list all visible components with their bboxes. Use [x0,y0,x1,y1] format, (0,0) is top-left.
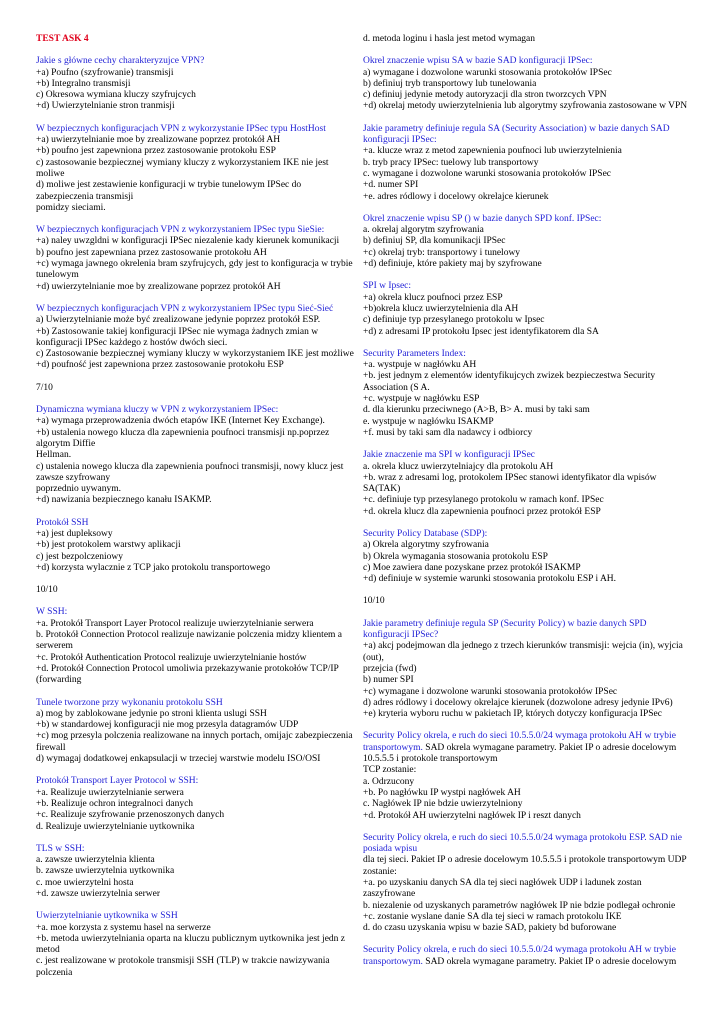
answer-option: a) Uwierzytelnianie może być zrealizowane jedynie poprzez protokół ESP. [36,315,321,326]
answer-option: a. okrelaj algorytm szyfrowania [363,225,484,236]
question-text [36,911,358,922]
score-label: 10/10 [36,585,58,596]
question-block [36,304,358,372]
question-text [363,833,691,856]
question-text [363,349,691,360]
answer-option: +a. po uzyskaniu danych SA dla tej sieci nagłówek UDP i ladunek zostan zaszyfrowane [363,878,642,900]
question-heading: W SSH: [36,607,68,618]
answer-option: d. Realizuje uwierzytelnianie uytkownika [36,821,195,832]
answer-option: a) Okrela algorytmy szyfrowania [363,540,489,551]
answer-option: +a) naley uwzgldni w konfiguracji IPSec niezalenie kady kierunek komunikacji [36,236,340,247]
question-block [363,281,691,337]
question-heading: Okrel znaczenie wpisu SA w bazie SAD konfiguracji IPSec: [363,56,593,67]
answer-option: a. zawsze uwierzytelnia klienta [36,855,155,866]
answer-option: +a) akcj podejmowan dla jednego z trzech kierunków transmisji: wejcia (in), wyjcia (out), [363,641,683,663]
document-title: TEST ASK 4 [36,34,89,44]
question-block [36,124,358,214]
question-tail: SAD okrela wymagane parametry. Pakiet IP o adresie docelowym [422,956,677,967]
right-column [363,34,691,979]
left-column [36,34,358,990]
question-block [36,698,358,766]
answer-option: +a. moe korzysta z systemu hasel na serwerze [36,922,211,933]
question-block [363,596,691,607]
answer-option: c) Moe zawiera dane pozyskane przez protokół ISAKMP [363,562,581,573]
question-text [36,405,358,416]
answer-option: +e) kryteria wyboru ruchu w pakietach IP, których dotyczy konfiguracja IPSec [363,709,662,720]
answer-option: c. Nagłówek IP nie bdzie uwierzytelniony [363,799,523,810]
answer-option: +c. Realizuje szyfrowanie przenoszonych danych [36,810,225,821]
answer-option: b. niezalenie od uzyskanych parametrów nagłówek IP nie bdzie podlegał ochronie [363,900,676,911]
question-block [363,833,691,935]
answer-option: +a. Realizuje uwierzytelnianie serwera [36,787,184,798]
answer-option: +d) definiuje, które pakiety maj by szyfrowane [363,259,542,270]
answer-option: pomidzy sieciami. [36,202,106,213]
answer-option: b) poufno jest zapewniana przez zastosowanie protokołu AH [36,247,267,258]
answer-option: +d) Uwierzytelnianie stron tranmisji [36,101,175,112]
answer-option: +b)okrela klucz uwierzytelnienia dla AH [363,303,519,314]
question-block [363,619,691,721]
answer-option: +a) uwierzytelnianie moe by zrealizowane poprzez protokół AH [36,135,281,146]
answer-option: +d. numer SPI [363,180,419,191]
question-block [363,731,691,821]
question-heading: Jakie s główne cechy charakteryzujce VPN? [36,56,205,67]
question-text [36,225,358,236]
answer-option: c) Zastosowanie bezpiecznej wymiany kluczy w wykorzystaniem IKE jest możliwe [36,349,354,360]
answer-option: c) ustalenia nowego klucza dla zapewnienia poufnoci transmisji, nowy klucz jest zawsze szyfrowany [36,461,344,483]
question-heading: Security Policy okrela, e ruch do sieci 10.5.5.0/24 wymaga protokołu AH w trybie transportowym. [363,945,676,967]
question-block [36,607,358,686]
question-heading: Jakie parametry definiuje regula SP (Security Policy) w bazie danych SPD konfiguracji IPSec? [363,618,647,641]
question-text [36,518,358,529]
answer-option: +b. Po nagłówku IP wystpi nagłówek AH [363,787,521,798]
question-block [363,34,691,45]
answer-option: +d) nawizania bezpiecznego kanału ISAKMP. [36,495,212,506]
answer-option: +c) wymaga jawnego okrelenia bram szyfrujcych, gdy jest to konfiguracja w trybie tunelowym [36,259,353,281]
question-heading: Okrel znaczenie wpisu SP () w bazie danych SPD konf. IPSec: [363,213,602,224]
question-heading: Protokół Transport Layer Protocol w SSH: [36,776,199,787]
answer-option: +b. jest jednym z elementów identyfikujcych zwizek bezpieczestwa Security Association (S A. [363,371,656,393]
answer-option: d. dla kierunku przeciwnego (A>B, B> A. musi by taki sam [363,405,590,416]
answer-option: +c. Protokół Authentication Protocol realizuje uwierzytelnianie hostów [36,652,307,663]
answer-option: +c. definiuje typ przesylanego protokolu w ramach konf. IPSec [363,495,604,506]
answer-option: +b) Zastosowanie takiej konfiguracji IPSec nie wymaga żadnych zmian w konfiguracji IPSec każdego z hostów dwóch sieci. [36,326,319,348]
answer-option: +d. Protokół Connection Protocol umoliwia przekazywanie protokołów TCP/IP (forwarding [36,663,339,686]
question-block [363,124,691,203]
answer-option: b) definiuj tryb transportowy lub tunelowania [363,78,537,89]
answer-option: przejcia (fwd) [363,663,417,674]
answer-option: +d. okrela klucz dla zapewnienia poufnoci przez protokół ESP [363,506,601,517]
question-tail: SAD okrela wymagane parametry. Pakiet IP o adresie docelowym [422,742,677,753]
answer-option: +d) uwierzytelnianie moe by zrealizowane poprzez protokół AH [36,281,281,292]
answer-option: d) moliwe jest zestawienie konfiguracji w trybie tunelowym IPSec do zabezpieczenia transmisji [36,180,302,202]
question-block [36,225,358,293]
question-block [363,529,691,585]
answer-option: dla tej sieci. Pakiet IP o adresie docelowym 10.5.5.5 i protokole transportowym UDP zostanie: [363,855,687,877]
answer-option: +b) poufno jest zapewniona przez zastosowanie protokołu ESP [36,146,276,157]
answer-option: Hellman. [36,450,72,461]
question-text [363,619,691,642]
answer-option: +c) mog przesyla polczenia realizowane na innych portach, omijajc zabezpieczenia firewall [36,731,353,753]
answer-option: b. Protokół Connection Protocol realizuje nawizanie polczenia midzy klientem a serwerem [36,630,343,652]
question-text [363,281,691,292]
answer-option: d. metoda loginu i hasla jest metod wymagan [363,34,536,44]
answer-option: c) jest bezpolczeniowy [36,551,124,562]
question-block [36,405,358,507]
question-text [36,698,358,709]
question-text [36,56,358,67]
question-heading: Uwierzytelnianie uytkownika w SSH [36,911,178,922]
question-text [36,844,358,855]
answer-option: c. wymagane i dozwolone warunki stosowania protokołów IPSec [363,168,612,179]
question-block [36,585,358,596]
answer-option: +c. wystpuje w nagłówku ESP [363,394,480,405]
question-heading: W bezpiecznych konfiguracjach VPN z wykorzystaniem IPSec typu SieSie: [36,225,325,236]
answer-option: +d) z adresami IP protokołu Ipsec jest identyfikatorem dla SA [363,326,599,337]
answer-option: +d. Protokół AH uwierzytelni nagłówek IP i reszt danych [363,810,581,821]
answer-option: +c) okrelaj tryb: transportowy i tunelowy [363,247,521,258]
question-text [36,776,358,787]
question-text [363,731,691,754]
question-text [36,124,358,135]
question-heading: Jakie znaczenie ma SPI w konfiguracji IPSec [363,450,535,461]
answer-option: c. jest realizowane w protokole transmisji SSH (TLP) w trakcie nawizywania polczenia [36,956,330,978]
answer-option: +b) w standardowej konfiguracji nie mog przesyla datagramów UDP [36,720,299,731]
answer-option: c) definiuje typ przesylanego protokolu w Ipsec [363,315,545,326]
answer-option: b) Okrela wymagania stosowania protokolu ESP [363,551,548,562]
answer-option: +b) ustalenia nowego klucza dla zapewnienia poufnoci transmisji np.poprzez algorytm Diffie [36,427,330,449]
answer-option: +a. klucze wraz z metod zapewnienia poufnoci lub uwierzytelnienia [363,146,622,157]
answer-option: +d) poufność jest zapewniona przez zastosowanie protokołu ESP [36,360,284,371]
question-heading: Security Policy Database (SDP): [363,528,488,539]
answer-option: +c. zostanie wyslane danie SA dla tej sieci w ramach protokolu IKE [363,911,622,922]
answer-option: +a) wymaga przeprowadzenia dwóch etapów IKE (Internet Key Exchange). [36,416,325,427]
question-block [363,450,691,518]
answer-option: +f. musi by taki sam dla nadawcy i odbiorcy [363,427,533,438]
answer-option: +d) korzysta wylacznie z TCP jako protokolu transportowego [36,562,271,573]
answer-option: +b. Realizuje ochron integralnoci danych [36,798,194,809]
question-heading: Tunele tworzone przy wykonaniu protokolu SSH [36,697,223,708]
answer-option: poprzednio uywanym. [36,484,121,495]
answer-option: +d. zawsze uwierzytelnia serwer [36,889,161,899]
question-heading: Protokół SSH [36,517,89,528]
answer-option: +b) jest protokolem warstwy aplikacji [36,540,181,551]
answer-option: +a) Poufno (szyfrowanie) transmisji [36,67,174,78]
answer-option: +b) Integralno transmisji [36,78,131,89]
question-heading: Security Policy okrela, e ruch do sieci 10.5.5.0/24 wymaga protokołu ESP. SAD nie posiada wpisu [363,832,682,855]
answer-option: +a) jest dupleksowy [36,528,113,539]
question-block [36,844,358,900]
question-block [363,945,691,968]
question-heading: W bezpiecznych konfiguracjach VPN z wykorzystaniem IPSec typu Sieć-Sieć [36,303,334,314]
answer-option: +d) okrelaj metody uwierzytelnienia lub algorytmy szyfrowania zastosowane w VPN [363,101,688,112]
answer-option: TCP zostanie: [363,765,417,776]
question-text [363,450,691,461]
score-label: 7/10 [36,382,53,393]
answer-option: +a. wystpuje w nagłówku AH [363,360,477,371]
answer-option: d) adres ródlowy i docelowy okrelajce kierunek (dozwolone adresy jedynie IPv6) [363,697,673,708]
answer-option: d) wymagaj dodatkowej enkapsulacji w trzeciej warstwie modelu ISO/OSI [36,754,321,765]
answer-option: +b. wraz z adresami log, protokolem IPSec stanowi identyfikator dla wpisów SA(TAK) [363,472,657,495]
answer-option: b. tryb pracy IPSec: tuelowy lub transportowy [363,157,539,168]
answer-option: +a. Protokół Transport Layer Protocol realizuje uwierzytelnianie serwera [36,618,314,629]
question-block [36,911,358,979]
answer-option: +d) definiuje w systemie warunki stosowania protokolu ESP i AH. [363,574,617,585]
answer-option: c) Okresowa wymiana kluczy szyfrujcych [36,90,196,101]
answer-option: +a) okrela klucz poufnoci przez ESP [363,292,503,303]
answer-option: +e. adres ródlowy i docelowy okrelajce kierunek [363,191,549,202]
question-text [363,56,691,67]
question-text [36,304,358,315]
question-heading: Jakie parametry definiuje regula SA (Security Association) w bazie danych SAD konfiguracji IPSec: [363,123,670,146]
question-heading: W bezpiecznych konfiguracjach VPN z wykorzystanie IPSec typu HostHost [36,123,326,134]
answer-option: e. wystpuje w nagłówku ISAKMP [363,416,494,427]
question-heading: TLS w SSH: [36,843,85,854]
answer-option: b) definiuj SP, dla komunikacji IPSec [363,236,506,247]
score-label: 10/10 [363,596,385,607]
question-text [363,124,691,147]
question-block [36,34,358,45]
question-text [363,529,691,540]
question-block [36,56,358,112]
question-heading: SPI w Ipsec: [363,281,412,292]
answer-option: d. do czasu uzyskania wpisu w bazie SAD, pakiety bd buforowane [363,923,617,934]
answer-option: +b. metoda uwierzytelniania oparta na kluczu publicznym uytkownika jest jedn z metod [36,933,345,956]
question-heading: Security Policy okrela, e ruch do sieci 10.5.5.0/24 wymaga protokołu AH w trybie transportowym. [363,731,676,753]
answer-option: a. Odrzucony [363,776,415,787]
question-block [36,518,358,574]
answer-option: a) mog by zablokowane jedynie po stroni klienta uslugi SSH [36,708,267,719]
answer-option: b. zawsze uwierzytelnia uytkownika [36,866,175,877]
question-block [36,776,358,832]
answer-option: c) zastosowanie bezpiecznej wymiany kluczy z wykorzystaniem IKE nie jest moliwe [36,157,329,179]
question-text [36,607,358,618]
answer-option: c. moe uwierzytelni hosta [36,877,134,888]
answer-option: b) numer SPI [363,675,414,686]
question-block [363,349,691,439]
question-text [363,214,691,225]
answer-option: 10.5.5.5 i protokole transportowym [363,754,498,765]
question-block [36,383,358,394]
answer-option: +c) wymagane i dozwolone warunki stosowania protokołów IPSec [363,686,618,697]
answer-option: a) wymagane i dozwolone warunki stosowania protokołów IPSec [363,67,612,78]
answer-option: c) definiuj jedynie metody autoryzacji dla stron tworzcych VPN [363,90,607,101]
question-heading: Security Parameters Index: [363,348,466,359]
question-block [363,56,691,112]
question-text [363,945,691,968]
question-heading: Dynamiczna wymiana kluczy w VPN z wykorzystaniem IPSec: [36,405,279,416]
answer-option: a. okrela klucz uwierzytelniajcy dla protokolu AH [363,461,554,472]
question-block [363,214,691,270]
